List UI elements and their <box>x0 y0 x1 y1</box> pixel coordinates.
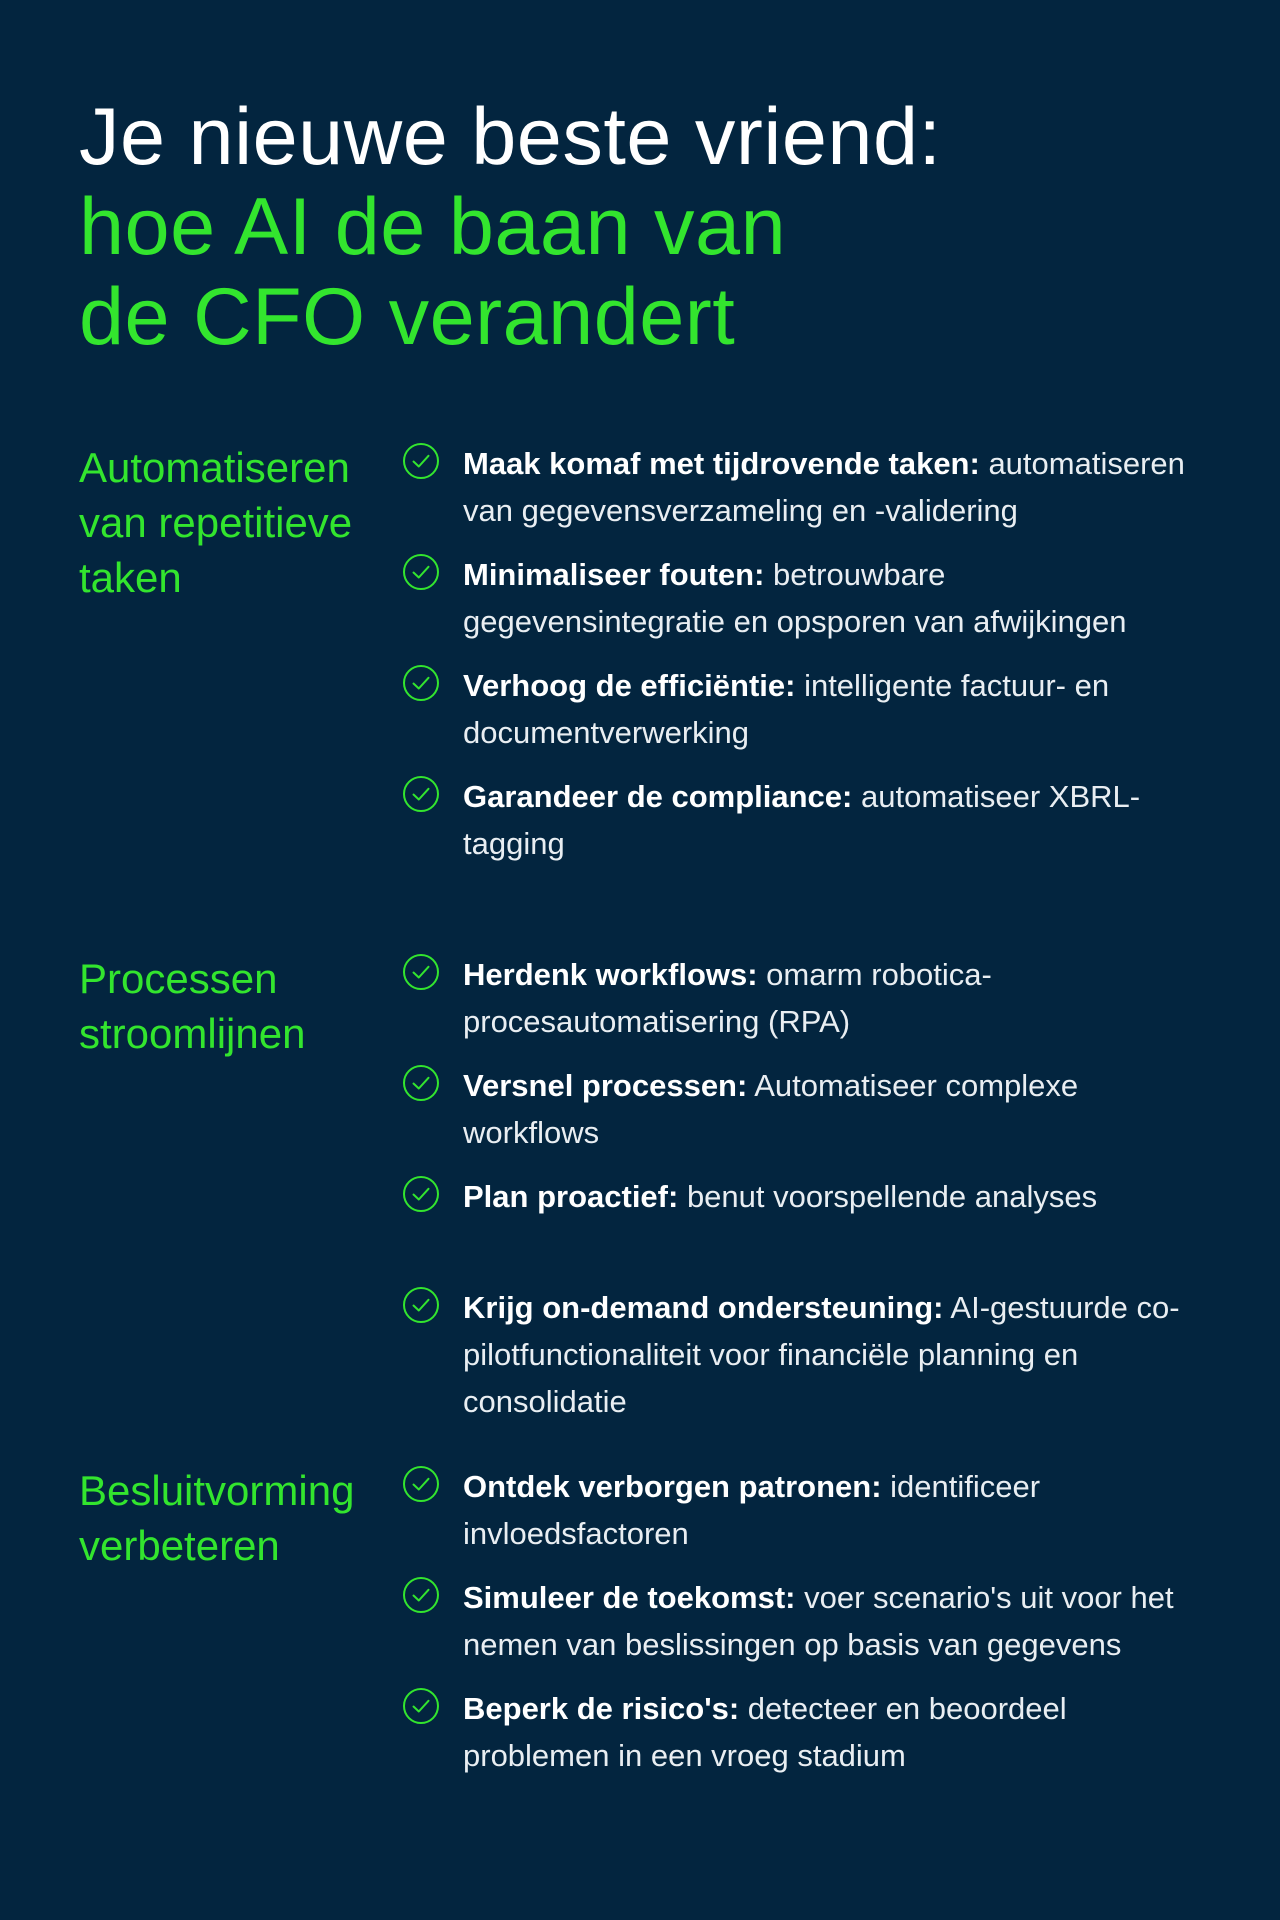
section-heading: Processen stroomlijnen <box>79 955 306 1057</box>
list-item-text <box>463 773 1213 867</box>
item-bold-label: Verhoog de efficiëntie: <box>463 668 796 703</box>
item-bold-label: Versnel processen: <box>463 1068 748 1103</box>
page-title <box>79 92 1219 362</box>
item-bold-label: Herdenk workflows: <box>463 957 758 992</box>
item-description: identificeer invloedsfactoren <box>463 1469 1041 1551</box>
check-circle-icon <box>402 1687 440 1725</box>
item-bold-label: Garandeer de compliance: <box>463 779 853 814</box>
check-circle-icon <box>402 953 440 991</box>
check-circle-icon <box>402 1576 440 1614</box>
title-line-2: hoe AI de baan van <box>79 182 787 272</box>
item-bold-label: Minimaliseer fouten: <box>463 557 765 592</box>
item-description: automatiseren van gegevensverzameling en -validering <box>463 446 1185 528</box>
item-bold-label: Krijg on-demand ondersteuning: <box>463 1290 944 1325</box>
check-circle-icon <box>402 442 440 480</box>
list-item-text <box>463 1463 1213 1557</box>
list-item-text <box>463 1284 1213 1425</box>
item-bold-label: Ontdek verborgen patronen: <box>463 1469 882 1504</box>
item-description: omarm robotica-procesautomatisering (RPA) <box>463 957 992 1039</box>
list-item-text <box>463 1574 1213 1668</box>
item-description: voer scenario's uit voor het nemen van beslissingen op basis van gegevens <box>463 1580 1174 1662</box>
list-item-text <box>463 551 1213 645</box>
check-circle-icon <box>402 1064 440 1102</box>
item-bold-label: Beperk de risico's: <box>463 1691 740 1726</box>
title-line-3: de CFO verandert <box>79 272 736 362</box>
check-circle-icon <box>402 664 440 702</box>
item-description: automatiseer XBRL-tagging <box>463 779 1141 861</box>
section-heading: Automatiseren van repetitieve taken <box>79 444 353 601</box>
list-item-text <box>463 1062 1213 1156</box>
check-circle-icon <box>402 1286 440 1324</box>
list-item-text <box>463 951 1213 1045</box>
list-item-text <box>463 1173 1213 1220</box>
list-item-text <box>463 662 1213 756</box>
item-description: detecteer en beoordeel problemen in een vroeg stadium <box>463 1691 1067 1773</box>
check-circle-icon <box>402 775 440 813</box>
list-item-text <box>463 440 1213 534</box>
check-circle-icon <box>402 1465 440 1503</box>
item-description: AI-gestuurde co-pilotfunctionaliteit voor financiële planning en consolidatie <box>463 1290 1180 1419</box>
item-bold-label: Plan proactief: <box>463 1179 679 1214</box>
item-description: betrouwbare gegevensintegratie en opsporen van afwijkingen <box>463 557 1127 639</box>
title-line-1: Je nieuwe beste vriend: <box>79 92 942 182</box>
item-bold-label: Maak komaf met tijdrovende taken: <box>463 446 980 481</box>
check-circle-icon <box>402 553 440 591</box>
item-description: intelligente factuur- en documentverwerking <box>463 668 1110 750</box>
section-heading: Besluitvorming verbeteren <box>79 1467 355 1569</box>
item-description: benut voorspellende analyses <box>678 1179 1098 1214</box>
list-item-text <box>463 1685 1213 1779</box>
item-bold-label: Simuleer de toekomst: <box>463 1580 796 1615</box>
item-description: Automatiseer complexe workflows <box>463 1068 1079 1150</box>
check-circle-icon <box>402 1175 440 1213</box>
